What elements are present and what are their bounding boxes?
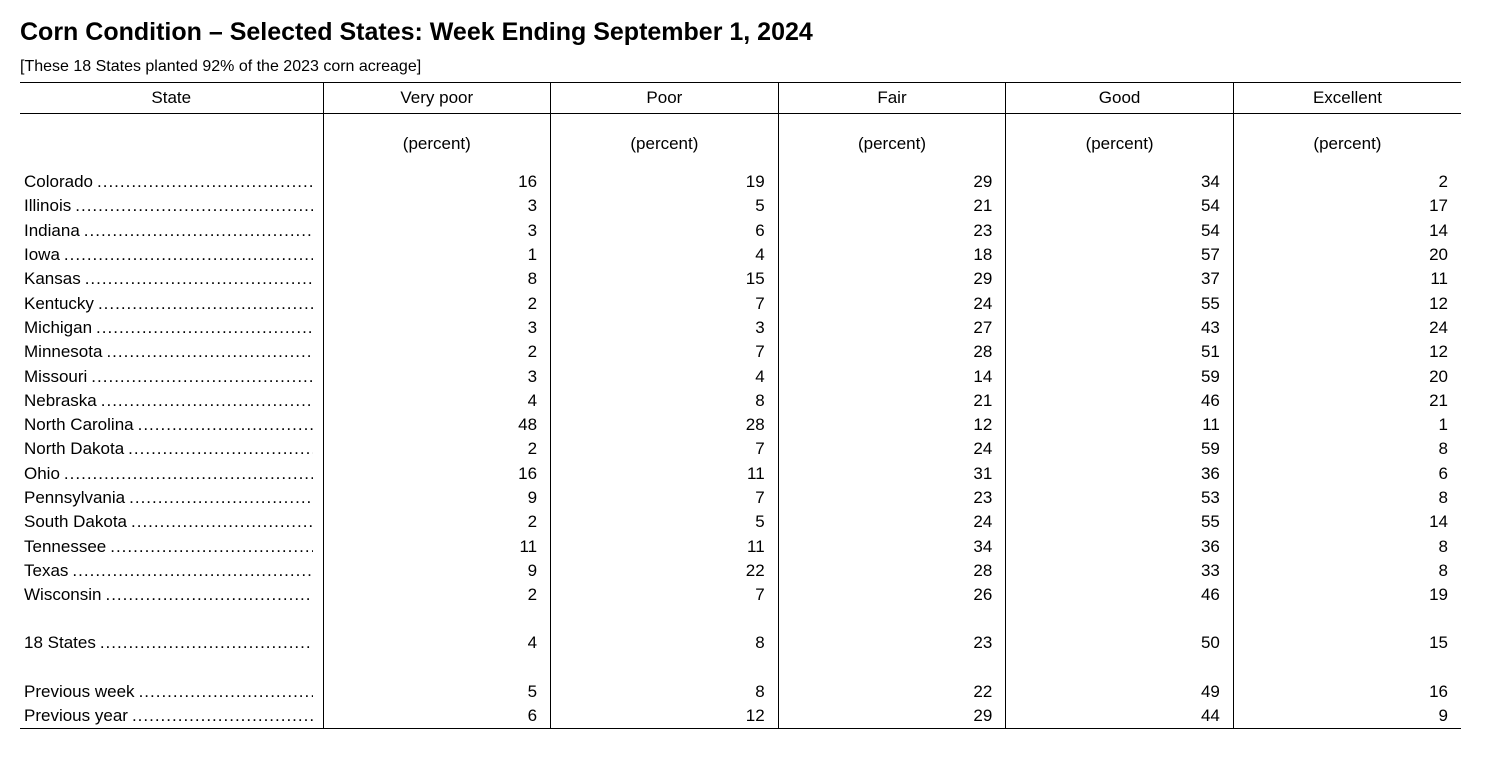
table-cell: 3	[323, 219, 551, 243]
table-cell: 28	[778, 340, 1006, 364]
table-row	[20, 243, 1461, 267]
table-cell: 8	[1233, 437, 1461, 461]
column-header: Good	[1006, 83, 1234, 114]
unit-label: (percent)	[1006, 114, 1234, 171]
page-title: Corn Condition – Selected States: Week Ending September 1, 2024	[20, 18, 813, 46]
table-cell: 23	[778, 219, 1006, 243]
dot-leader	[129, 486, 312, 510]
state-name: Previous week	[24, 681, 135, 701]
table-cell: 29	[778, 704, 1006, 729]
table-cell: 23	[778, 631, 1006, 655]
header-row	[20, 83, 1461, 114]
state-name: North Dakota	[24, 439, 125, 459]
page-subtitle: [These 18 States planted 92% of the 2023 corn acreage]	[20, 58, 422, 75]
table-cell: 24	[778, 437, 1006, 461]
dot-leader	[96, 316, 312, 340]
table-cell: 12	[778, 413, 1006, 437]
table-cell: 12	[1233, 291, 1461, 315]
table-cell: 3	[323, 316, 551, 340]
table-cell: 7	[551, 583, 779, 607]
table-cell: 8	[551, 389, 779, 413]
dot-leader	[100, 631, 313, 655]
table-row	[20, 389, 1461, 413]
table-cell: 3	[323, 194, 551, 218]
dot-leader	[139, 680, 313, 704]
dot-leader	[101, 389, 313, 413]
dot-leader	[64, 462, 313, 486]
dot-leader	[64, 243, 313, 267]
table-cell: 54	[1006, 194, 1234, 218]
table-cell: 8	[1233, 486, 1461, 510]
table-cell: 21	[778, 194, 1006, 218]
table-cell: 11	[323, 534, 551, 558]
table-cell: 50	[1006, 631, 1234, 655]
table-row	[20, 486, 1461, 510]
table-cell: 1	[1233, 413, 1461, 437]
state-name: Missouri	[24, 366, 88, 386]
table-cell: 21	[778, 389, 1006, 413]
table-row	[20, 364, 1461, 388]
table-row	[20, 267, 1461, 291]
state-name: Ohio	[24, 463, 60, 483]
table-cell: 2	[323, 340, 551, 364]
table-cell: 44	[1006, 704, 1234, 729]
table-cell: 14	[778, 364, 1006, 388]
table-cell: 26	[778, 583, 1006, 607]
table-row	[20, 534, 1461, 558]
state-name: Nebraska	[24, 390, 97, 410]
table-cell: 9	[1233, 704, 1461, 729]
table-cell: 12	[1233, 340, 1461, 364]
table-cell: 3	[323, 364, 551, 388]
table-cell: 3	[551, 316, 779, 340]
previous-week-row	[20, 680, 1461, 704]
table-cell: 2	[323, 437, 551, 461]
state-name: Pennsylvania	[24, 488, 126, 507]
column-header: Poor	[551, 83, 779, 114]
table-cell: 2	[1233, 170, 1461, 194]
table-cell: 7	[551, 437, 779, 461]
dot-leader	[72, 559, 312, 583]
table-cell: 20	[1233, 243, 1461, 267]
dot-leader	[105, 583, 312, 607]
table-cell: 6	[323, 704, 551, 729]
table-cell: 14	[1233, 219, 1461, 243]
table-cell: 24	[778, 510, 1006, 534]
state-name: Michigan	[24, 317, 93, 337]
table-cell: 5	[551, 510, 779, 534]
state-name: Wisconsin	[24, 585, 102, 605]
table-cell: 8	[323, 267, 551, 291]
table-cell: 34	[1006, 170, 1234, 194]
table-cell: 14	[1233, 510, 1461, 534]
table-cell: 46	[1006, 389, 1234, 413]
table-cell: 29	[778, 267, 1006, 291]
table-cell: 27	[778, 316, 1006, 340]
dot-leader	[110, 535, 312, 559]
table-cell: 55	[1006, 510, 1234, 534]
column-header: Very poor	[323, 83, 551, 114]
table-cell: 37	[1006, 267, 1234, 291]
state-name: Tennessee	[24, 536, 107, 556]
table-cell: 15	[1233, 631, 1461, 655]
table-cell: 8	[551, 680, 779, 704]
table-cell: 49	[1006, 680, 1234, 704]
state-name: Kansas	[24, 269, 81, 289]
table-cell: 11	[551, 462, 779, 486]
spacer-row	[20, 607, 1461, 631]
dot-leader	[75, 194, 312, 218]
table-cell: 31	[778, 462, 1006, 486]
table-cell: 36	[1006, 462, 1234, 486]
table-cell: 8	[551, 631, 779, 655]
table-cell: 5	[551, 194, 779, 218]
table-cell: 4	[323, 389, 551, 413]
table-cell: 33	[1006, 559, 1234, 583]
table-cell: 7	[551, 291, 779, 315]
table-body	[20, 114, 1461, 729]
column-header: Excellent	[1233, 83, 1461, 114]
table-cell: 53	[1006, 486, 1234, 510]
dot-leader	[131, 510, 312, 534]
table-cell: 8	[1233, 559, 1461, 583]
table-cell: 4	[323, 631, 551, 655]
state-name: 18 States	[24, 633, 96, 653]
table-row	[20, 316, 1461, 340]
state-name: Texas	[24, 560, 69, 580]
table-row	[20, 170, 1461, 194]
table-cell: 28	[778, 559, 1006, 583]
table-cell: 24	[1233, 316, 1461, 340]
table-cell: 2	[323, 291, 551, 315]
table-row	[20, 510, 1461, 534]
table-cell: 7	[551, 340, 779, 364]
table-cell: 28	[551, 413, 779, 437]
unit-row	[20, 114, 1461, 171]
table-cell: 59	[1006, 364, 1234, 388]
table-cell: 59	[1006, 437, 1234, 461]
table-cell: 9	[323, 559, 551, 583]
table-row	[20, 219, 1461, 243]
table-row	[20, 291, 1461, 315]
table-cell: 57	[1006, 243, 1234, 267]
table-cell: 48	[323, 413, 551, 437]
state-name: South Dakota	[24, 512, 128, 532]
table-cell: 11	[1006, 413, 1234, 437]
state-name: Minnesota	[24, 342, 103, 362]
state-name: Illinois	[24, 196, 72, 216]
table-cell: 23	[778, 486, 1006, 510]
unit-label: (percent)	[778, 114, 1006, 171]
table-row	[20, 413, 1461, 437]
unit-label: (percent)	[1233, 114, 1461, 171]
table-row	[20, 583, 1461, 607]
condition-table	[20, 82, 1461, 729]
dot-leader	[128, 437, 312, 461]
table-cell: 11	[1233, 267, 1461, 291]
table-row	[20, 194, 1461, 218]
state-name: Iowa	[24, 245, 60, 265]
table-row	[20, 437, 1461, 461]
table-cell: 11	[551, 534, 779, 558]
table-cell: 22	[551, 559, 779, 583]
table-cell: 36	[1006, 534, 1234, 558]
table-cell: 16	[323, 462, 551, 486]
table-row	[20, 559, 1461, 583]
previous-year-row	[20, 704, 1461, 729]
table-cell: 4	[551, 243, 779, 267]
state-name: Indiana	[24, 220, 80, 240]
table-cell: 6	[551, 219, 779, 243]
unit-label: (percent)	[323, 114, 551, 171]
table-cell: 24	[778, 291, 1006, 315]
state-name: North Carolina	[24, 415, 134, 435]
column-header: Fair	[778, 83, 1006, 114]
table-cell: 4	[551, 364, 779, 388]
dot-leader	[85, 267, 313, 291]
table-cell: 21	[1233, 389, 1461, 413]
table-cell: 12	[551, 704, 779, 729]
table-cell: 51	[1006, 340, 1234, 364]
table-cell: 55	[1006, 291, 1234, 315]
table-cell: 54	[1006, 219, 1234, 243]
table-cell: 5	[323, 680, 551, 704]
table-cell: 6	[1233, 462, 1461, 486]
table-cell: 1	[323, 243, 551, 267]
table-cell: 18	[778, 243, 1006, 267]
state-name: Kentucky	[24, 293, 94, 313]
dot-leader	[106, 340, 312, 364]
table-cell: 46	[1006, 583, 1234, 607]
table-cell: 9	[323, 486, 551, 510]
table-cell: 43	[1006, 316, 1234, 340]
table-cell: 7	[551, 486, 779, 510]
column-header: State	[20, 83, 323, 114]
unit-label: (percent)	[551, 114, 779, 171]
total-row	[20, 631, 1461, 655]
state-name: Previous year	[24, 706, 128, 726]
table-row	[20, 340, 1461, 364]
table-row	[20, 462, 1461, 486]
dot-leader	[132, 704, 313, 728]
table-cell: 17	[1233, 194, 1461, 218]
table-cell: 34	[778, 534, 1006, 558]
table-cell: 2	[323, 583, 551, 607]
spacer-row	[20, 656, 1461, 680]
table-cell: 15	[551, 267, 779, 291]
table-cell: 22	[778, 680, 1006, 704]
table-cell: 2	[323, 510, 551, 534]
table-cell: 8	[1233, 534, 1461, 558]
table-cell: 16	[323, 170, 551, 194]
table-cell: 16	[1233, 680, 1461, 704]
dot-leader	[138, 413, 313, 437]
table-cell: 19	[551, 170, 779, 194]
state-name: Colorado	[24, 172, 93, 192]
table-cell: 29	[778, 170, 1006, 194]
dot-leader	[98, 292, 313, 316]
dot-leader	[91, 365, 312, 389]
table-cell: 20	[1233, 364, 1461, 388]
dot-leader	[84, 219, 313, 243]
dot-leader	[97, 170, 313, 194]
table-cell: 19	[1233, 583, 1461, 607]
